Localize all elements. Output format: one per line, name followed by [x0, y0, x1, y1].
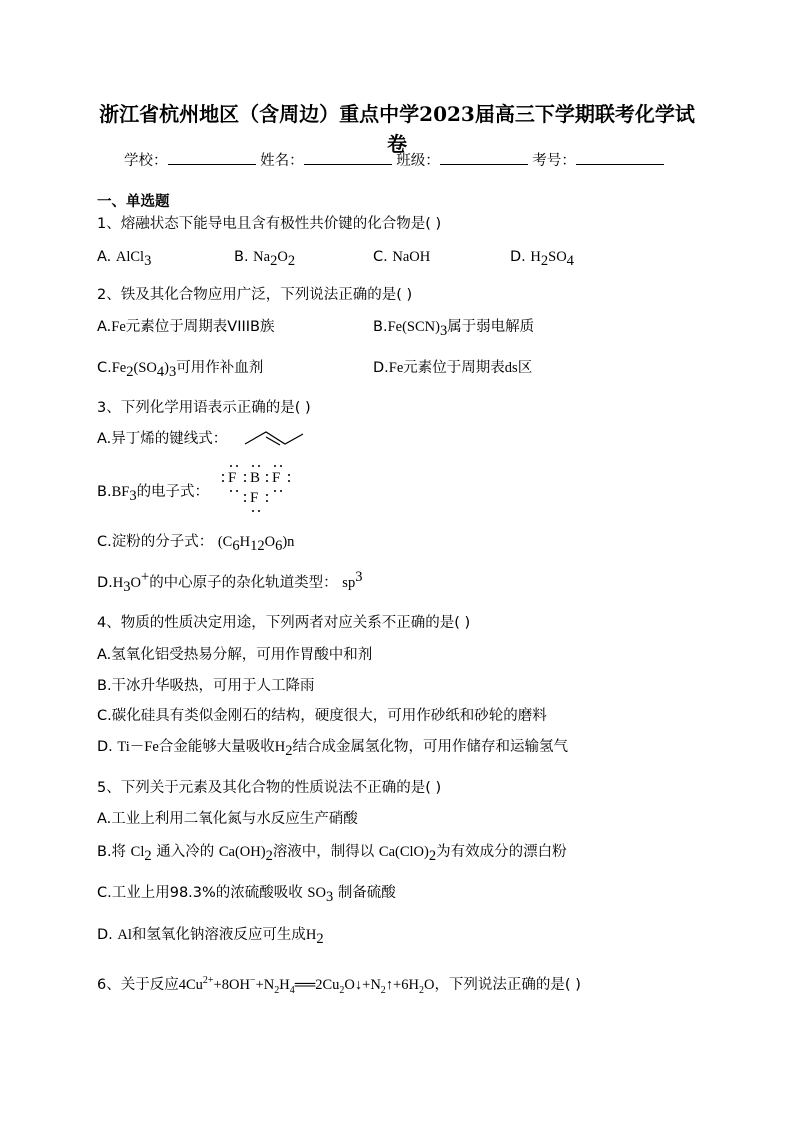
atom-f-left: F [228, 470, 237, 486]
q5-option-d[interactable]: D. Al和氢氧化钠溶液反应可生成$H_2$ [97, 927, 324, 947]
student-info-row [124, 150, 664, 171]
isobutene-skeletal-formula [243, 428, 305, 448]
q3-option-c[interactable]: C.淀粉的分子式： $(C_6H_{12}O_6)n$ [97, 534, 295, 554]
q4-option-a[interactable]: A.氢氧化铝受热易分解，可用作胃酸中和剂 [97, 647, 373, 663]
question-1-stem: 1、熔融状态下能导电且含有极性共价键的化合物是( ) [97, 216, 442, 232]
q1-option-d[interactable]: D. $H_2SO_4$ [510, 249, 574, 269]
q2-option-a[interactable]: A.Fe元素位于周期表VIIIB族 [97, 319, 275, 335]
q2-option-b[interactable]: $B.Fe(SCN)_3$属于弱电解质 [373, 319, 535, 339]
name-field[interactable] [304, 150, 392, 165]
question-3-stem: 3、下列化学用语表示正确的是( ) [97, 400, 311, 416]
q5-option-a[interactable]: A.工业上利用二氧化氮与水反应生产硝酸 [97, 811, 358, 827]
question-6-stem: 6、关于反应$4Cu^{2+}+8OH^-+N_2H_4══2Cu_2O↓+N_2↑+6H_2O$，下列说法正确的是( ) [97, 975, 581, 996]
q1-option-b[interactable]: B. $Na_2O_2$ [234, 249, 296, 269]
bf3-electron-dot-structure [218, 462, 292, 516]
q3-option-d[interactable]: $D.H_3O^+$的中心原子的杂化轨道类型： $sp^3$ [97, 569, 363, 595]
q1-option-a[interactable]: A. AlCl$_3$ [97, 249, 152, 269]
school-field[interactable] [168, 150, 256, 165]
exam-no-label: 考号： [532, 153, 576, 169]
question-4-stem: 4、物质的性质决定用途，下列两者对应关系不正确的是( ) [97, 615, 471, 631]
class-label: 班级： [396, 153, 440, 169]
q2-option-d[interactable]: D.Fe元素位于周期表ds区 [373, 360, 533, 376]
q4-option-c[interactable]: C.碳化硅具有类似金刚石的结构，硬度很大，可用作砂纸和砂轮的磨料 [97, 708, 547, 724]
atom-b-center: B [250, 470, 261, 486]
page-title-line2: 卷 [387, 132, 407, 156]
school-label: 学校： [124, 153, 168, 169]
exam-no-field[interactable] [576, 150, 664, 165]
question-2-stem: 2、铁及其化合物应用广泛，下列说法正确的是( ) [97, 287, 413, 303]
q2-option-c[interactable]: $C.Fe_2(SO_4)_3$可用作补血剂 [97, 360, 264, 380]
q4-option-b[interactable]: B.干冰升华吸热，可用于人工降雨 [97, 678, 315, 694]
section-heading: 一、单选题 [97, 194, 170, 210]
page-title: 浙江省杭州地区（含周边）重点中学2023届高三下学期联考化学试 [99, 102, 695, 126]
class-field[interactable] [440, 150, 528, 165]
q3-option-b[interactable]: $B.BF_3$的电子式： [97, 484, 210, 504]
atom-f-bottom: F [250, 490, 259, 506]
reaction-equation: $4Cu^{2+}+8OH^-+N_2H_4══2Cu_2O↓+N_2↑+6H_2O$ [178, 975, 435, 996]
q5-option-b[interactable]: B.将 $Cl_2$ 通入冷的 $Ca(OH)_2$溶液中，制得以 $Ca(ClO)_2$为有效成分的漂白粉 [97, 844, 567, 864]
name-label: 姓名： [260, 153, 304, 169]
atom-f-right: F [272, 470, 281, 486]
q5-option-c[interactable]: C.工业上用98.3%的浓硫酸吸收 $SO_3$ 制备硫酸 [97, 885, 396, 905]
question-5-stem: 5、下列关于元素及其化合物的性质说法不正确的是( ) [97, 780, 442, 796]
q3-option-a[interactable]: A.异丁烯的键线式： [97, 431, 228, 447]
q4-option-d[interactable]: D. Ti－Fe合金能够大量吸收$H_2$结合成金属氢化物，可用作储存和运输氢气 [97, 739, 569, 759]
q1-option-c[interactable]: C. NaOH [373, 249, 431, 265]
